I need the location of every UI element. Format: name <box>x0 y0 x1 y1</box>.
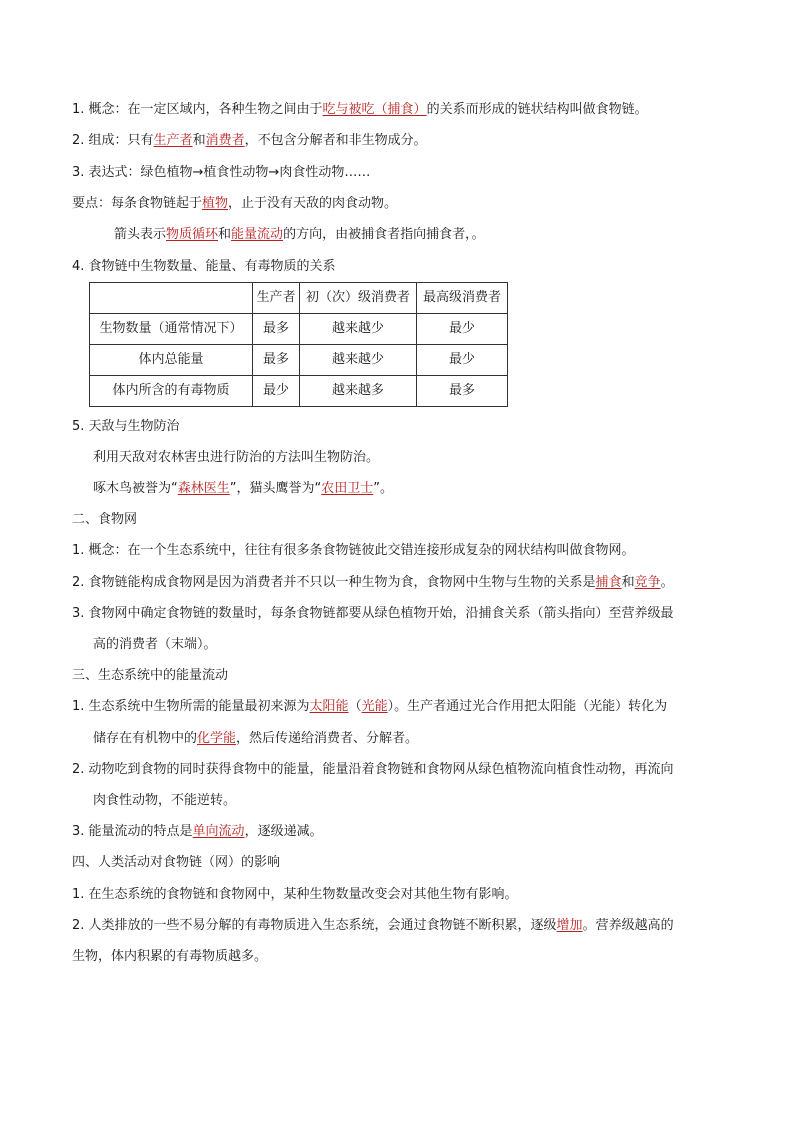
key-points <box>72 195 397 213</box>
food-web-definition: 1. 概念：在一个生态系统中，往往有很多条食物链彼此交错连接形成复杂的网状结构叫做食物网。 <box>72 543 635 558</box>
text: ，然后传递给消费者、分解者。 <box>236 731 419 746</box>
highlight-term: 吃与被吃（捕食） <box>322 102 427 117</box>
text: 。营养级越高的 <box>582 918 674 933</box>
text: 和 <box>621 575 635 590</box>
highlight-term: 物质循环 <box>166 227 219 242</box>
highlight-term: 光能 <box>361 699 388 714</box>
highlight-term: 能量流动 <box>231 227 284 242</box>
text: 2. 食物链能构成食物网是因为消费者并不只以一种生物为食，食物网中生物与生物的关系是 <box>72 575 596 590</box>
food-web-counting: 3. 食物网中确定食物链的数量时，每条食物链都要从绿色植物开始，沿捕食关系（箭头指向）至营养级最 <box>72 606 674 621</box>
biological-control-text: 利用天敌对农林害虫进行防治的方法叫生物防治。 <box>93 450 380 465</box>
table-cell: 越来越少 <box>300 314 417 345</box>
text: ）。生产者通过光合作用把太阳能（光能）转化为 <box>387 699 668 714</box>
text: 3. 能量流动的特点是 <box>72 824 193 839</box>
energy-source-cont <box>93 730 418 748</box>
bird-nicknames <box>93 480 393 498</box>
text: 储存在有机物中的 <box>93 731 198 746</box>
highlight-term: 单向流动 <box>192 824 245 839</box>
highlight-term: 竞争 <box>634 575 661 590</box>
text: ，止于没有天敌的肉食动物。 <box>228 196 398 211</box>
food-web-relations <box>72 574 674 592</box>
text: 。 <box>660 575 674 590</box>
highlight-term: 捕食 <box>595 575 622 590</box>
text: 2. 组成：只有 <box>72 133 154 148</box>
highlight-term: 消费者 <box>205 133 245 148</box>
table-cell: 最少 <box>253 376 300 407</box>
text: 1. 生态系统中生物所需的能量最初来源为 <box>72 699 310 714</box>
table-cell: 体内所含的有毒物质 <box>90 376 253 407</box>
text: ，不包含分解者和非生物成分。 <box>244 133 427 148</box>
table-header-cell: 最高级消费者 <box>417 283 508 314</box>
toxin-accumulation-cont: 生物，体内积累的有毒物质越多。 <box>72 949 268 964</box>
text: （ <box>348 699 362 714</box>
text: 要点：每条食物链起于 <box>72 196 203 211</box>
table-cell: 最多 <box>253 345 300 376</box>
text: 啄木鸟被誉为“ <box>93 481 178 496</box>
population-impact: 1. 在生态系统的食物链和食物网中，某种生物数量改变会对其他生物有影响。 <box>72 887 518 902</box>
food-chain-definition <box>72 101 648 119</box>
energy-flow-features <box>72 823 323 841</box>
section-heading: 三、生态系统中的能量流动 <box>72 668 229 683</box>
text: 2. 人类排放的一些不易分解的有毒物质进入生态系统，会通过食物链不断积累，逐级 <box>72 918 557 933</box>
text: 和 <box>218 227 232 242</box>
table-cell: 生物数量（通常情况下） <box>90 314 253 345</box>
highlight-term: 太阳能 <box>309 699 349 714</box>
table-row <box>90 314 508 345</box>
table-header-cell <box>90 283 253 314</box>
table-cell: 最多 <box>253 314 300 345</box>
text: 的方向，由被捕食者指向捕食者，。 <box>283 227 485 242</box>
highlight-term: 化学能 <box>197 731 237 746</box>
highlight-term: 植物 <box>202 196 229 211</box>
section-heading: 二、食物网 <box>72 512 138 527</box>
food-chain-expression: 3. 表达式：绿色植物→植食性动物→肉食性动物…… <box>72 165 371 180</box>
table-row <box>90 345 508 376</box>
energy-transfer-cont: 肉食性动物，不能逆转。 <box>93 793 237 808</box>
table-cell: 最少 <box>417 314 508 345</box>
table-cell: 最多 <box>417 376 508 407</box>
table-row <box>90 376 508 407</box>
table-cell: 最少 <box>417 345 508 376</box>
highlight-term: 农田卫士 <box>321 481 374 496</box>
relation-heading: 4. 食物链中生物数量、能量、有毒物质的关系 <box>72 259 336 274</box>
table-header-row <box>90 283 508 314</box>
text: 1. 概念：在一定区域内，各种生物之间由于 <box>72 102 323 117</box>
highlight-term: 森林医生 <box>177 481 230 496</box>
text: 的关系而形成的链状结构叫做食物链。 <box>426 102 648 117</box>
text: 和 <box>192 133 206 148</box>
table-cell: 越来越少 <box>300 345 417 376</box>
food-web-counting-cont: 高的消费者（末端）。 <box>93 637 217 652</box>
energy-source <box>72 698 667 716</box>
toxin-accumulation <box>72 917 674 935</box>
energy-transfer: 2. 动物吃到食物的同时获得食物中的能量，能量沿着食物链和食物网从绿色植物流向植食性动物，再流向 <box>72 762 674 777</box>
text: 箭头表示 <box>114 227 167 242</box>
table-cell: 体内总能量 <box>90 345 253 376</box>
text: ，逐级递减。 <box>244 824 323 839</box>
table-header-cell: 初（次）级消费者 <box>300 283 417 314</box>
food-chain-composition <box>72 132 427 150</box>
text: ”。 <box>373 481 394 496</box>
natural-enemies-heading: 5. 天敌与生物防治 <box>72 419 180 434</box>
arrow-meaning <box>114 226 485 244</box>
table-cell: 越来越多 <box>300 376 417 407</box>
highlight-term: 增加 <box>556 918 583 933</box>
food-chain-relation-table <box>89 282 508 407</box>
section-heading: 四、人类活动对食物链（网）的影响 <box>72 855 281 870</box>
highlight-term: 生产者 <box>153 133 193 148</box>
text: ”，猫头鹰誉为“ <box>229 481 322 496</box>
table-header-cell: 生产者 <box>253 283 300 314</box>
